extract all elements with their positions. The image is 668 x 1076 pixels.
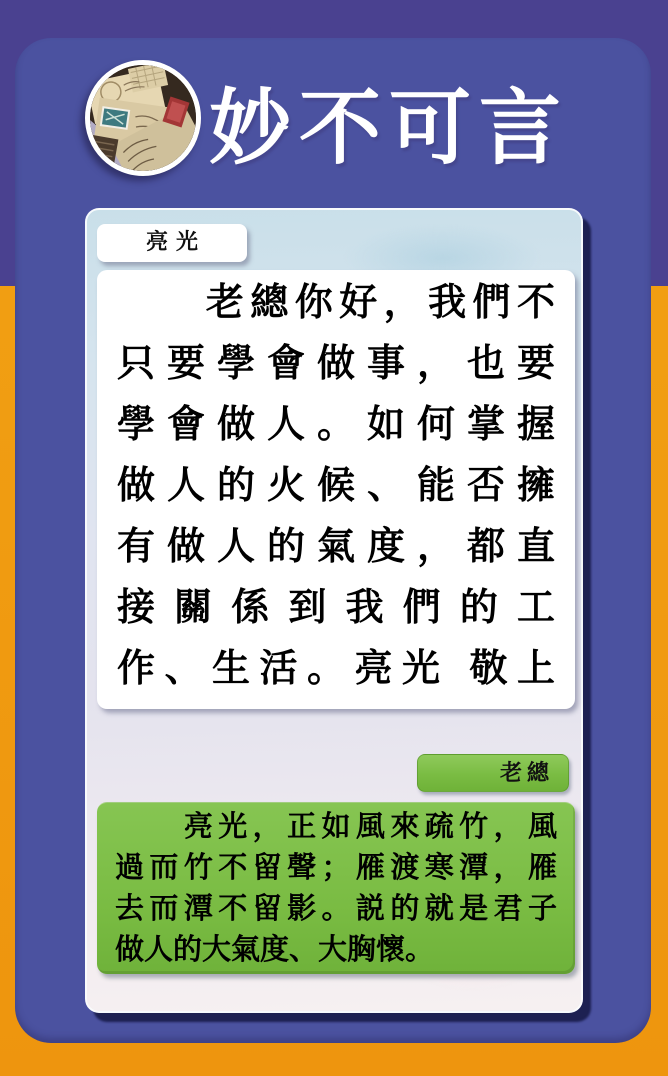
message-line: 老總你好，我們不 (117, 282, 555, 324)
message-line: 亮光，正如風來疏竹，風 (115, 811, 557, 843)
chat-panel (85, 208, 583, 1013)
page-title: 妙不可言 (209, 82, 570, 174)
message-line: 過而竹不留聲；雁渡寒潭，雁 (115, 852, 557, 884)
message-bubble-right (97, 802, 575, 974)
sender-tag-liangguang: 亮光 (97, 224, 247, 262)
sender-tag-laozong: 老總 (417, 754, 569, 792)
main-panel (15, 38, 651, 1043)
message-line: 作、生活。亮光 敬上 (117, 648, 555, 690)
message-line: 接關係到我們的工 (117, 587, 555, 629)
message-line: 學會做人。如何掌握 (117, 404, 555, 446)
message-line: 有做人的氣度，都直 (117, 526, 555, 568)
message-line: 做人的火候、能否擁 (117, 465, 555, 507)
avatar (85, 60, 201, 176)
message-bubble-left (97, 270, 575, 709)
message-line: 只要學會做事，也要 (117, 343, 555, 385)
letters-photo (90, 65, 196, 171)
message-line: 去而潭不留影。説的就是君子 (115, 893, 557, 925)
message-line: 做人的大氣度、大胸懷。 (115, 934, 435, 966)
